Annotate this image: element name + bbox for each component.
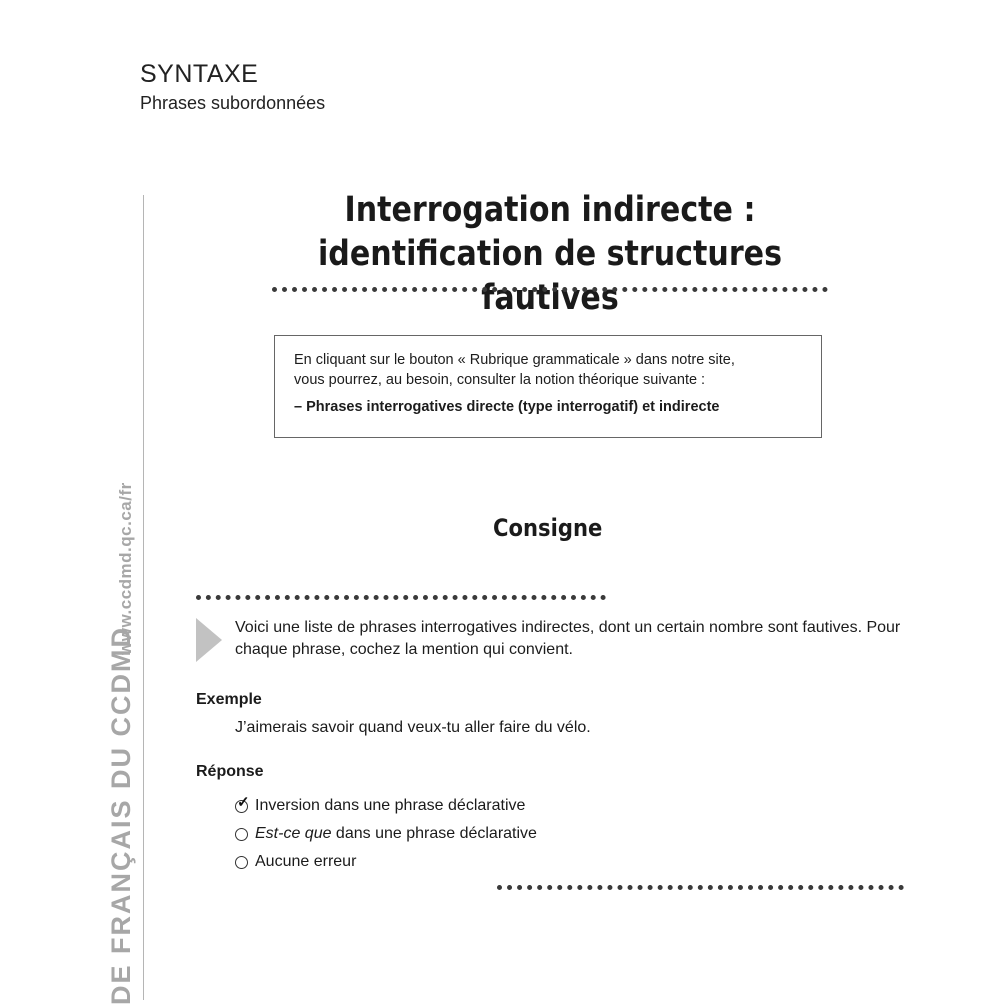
margin-url: www.ccdmd.qc.ca/fr: [116, 482, 135, 655]
option-label: dans une phrase déclarative: [331, 825, 537, 842]
radio-icon[interactable]: [235, 856, 248, 869]
instruction-text: Voici une liste de phrases interrogatives indirectes, dont un certain nombre sont fautives. Pour chaque phrase, cochez la mention qui convient.: [235, 619, 901, 658]
answer-options: [235, 792, 537, 876]
example-heading: Exemple: [196, 691, 262, 708]
check-icon: ✓: [237, 793, 250, 811]
section-subtitle: Phrases subordonnées: [140, 93, 326, 113]
margin-divider: [143, 195, 144, 1000]
radio-checked-icon[interactable]: [235, 793, 250, 813]
info-notion-item: – Phrases interrogatives directe (type interrogatif) et indirecte: [294, 399, 720, 415]
radio-icon[interactable]: [235, 828, 248, 841]
option-est-ce-que[interactable]: [235, 820, 537, 848]
option-aucune-erreur[interactable]: [235, 848, 537, 876]
section-label: SYNTAXE: [140, 60, 259, 88]
title-line-2: identification de structures fautives: [317, 234, 783, 318]
option-label: Aucune erreur: [255, 853, 357, 870]
info-box: [274, 335, 822, 438]
consigne-heading: Consigne: [493, 514, 603, 542]
info-text-line-2: vous pourrez, au besoin, consulter la notion théorique suivante :: [294, 372, 706, 388]
consigne-dotted-rule: [196, 595, 606, 600]
title-dotted-rule: [272, 287, 828, 292]
bottom-dotted-rule: [497, 885, 904, 890]
answer-heading: Réponse: [196, 763, 264, 780]
option-inversion[interactable]: [235, 792, 537, 820]
margin-brand: DE FRANÇAIS DU CCDMD: [106, 626, 136, 1005]
triangle-arrow-icon: [196, 618, 222, 662]
option-label: Inversion dans une phrase déclarative: [255, 797, 526, 814]
title-line-1: Interrogation indirecte :: [344, 190, 756, 230]
page-title: [283, 188, 816, 320]
example-sentence: J’aimerais savoir quand veux-tu aller faire du vélo.: [235, 719, 591, 736]
info-text-line-1: En cliquant sur le bouton « Rubrique grammaticale » dans notre site,: [294, 352, 735, 368]
option-emphasis: Est-ce que: [255, 825, 332, 842]
